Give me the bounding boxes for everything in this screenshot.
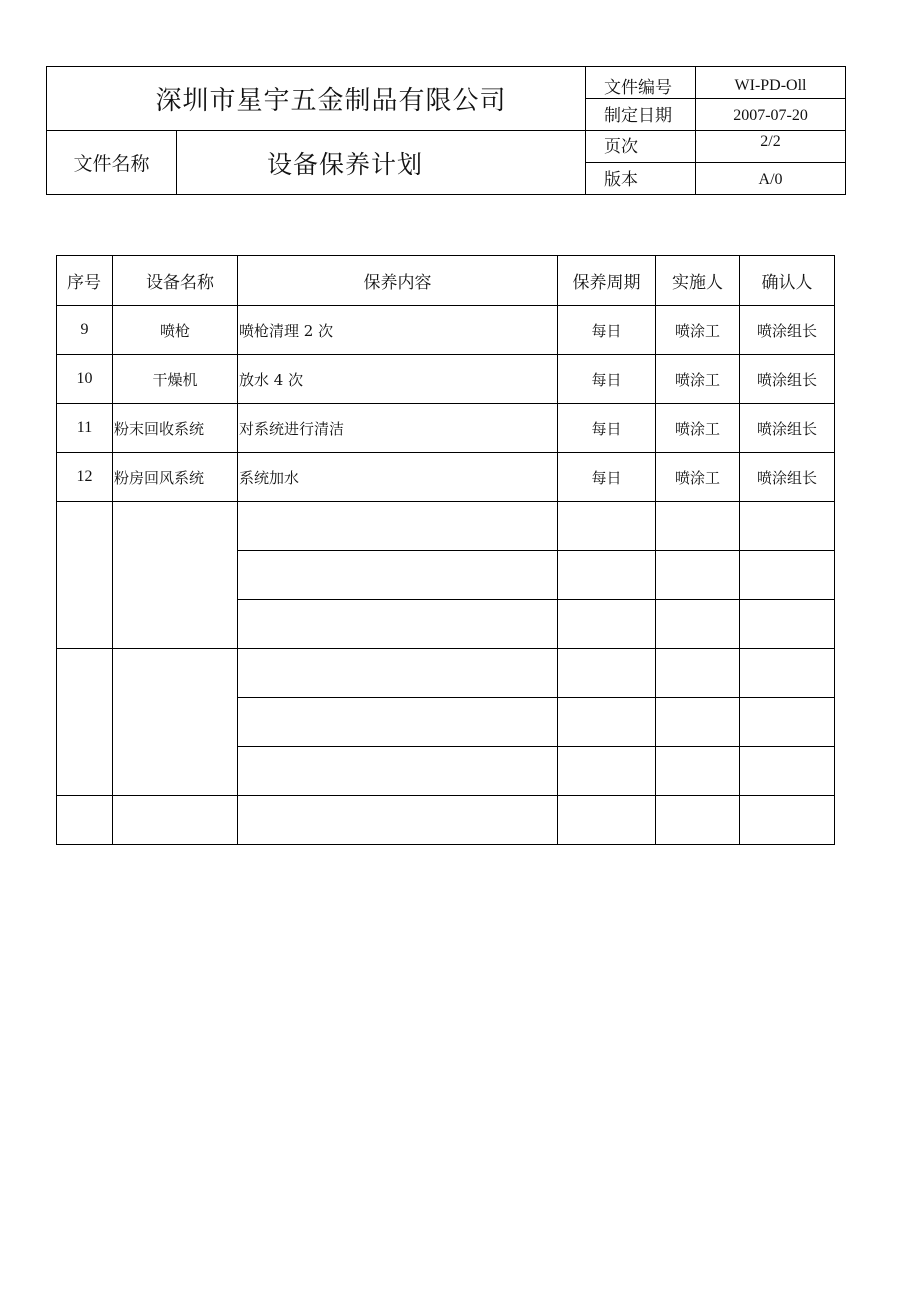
row-equipment: 粉末回收系统	[113, 404, 238, 453]
column-header-executor: 实施人	[656, 256, 740, 306]
table-row	[57, 355, 835, 404]
row-cycle: 每日	[558, 355, 656, 404]
table-row	[57, 404, 835, 453]
empty-confirmer-cell	[740, 747, 835, 796]
row-content: 喷枪清理 2 次	[238, 306, 558, 355]
row-content: 系统加水	[238, 453, 558, 502]
company-name: 深圳市星宇五金制品有限公司	[47, 67, 586, 131]
page-value: 2/2	[696, 131, 846, 163]
file-name-label: 文件名称	[47, 131, 177, 195]
empty-content-cell	[238, 796, 558, 845]
empty-cycle-cell	[558, 747, 656, 796]
empty-confirmer-cell	[740, 698, 835, 747]
row-equipment: 粉房回风系统	[113, 453, 238, 502]
empty-equipment-cell	[113, 796, 238, 845]
row-confirmer: 喷涂组长	[740, 404, 835, 453]
row-executor: 喷涂工	[656, 306, 740, 355]
table-row	[57, 453, 835, 502]
row-seq: 10	[57, 355, 113, 404]
row-cycle: 每日	[558, 306, 656, 355]
empty-executor-cell	[656, 747, 740, 796]
row-equipment: 干燥机	[113, 355, 238, 404]
column-header-confirmer: 确认人	[740, 256, 835, 306]
empty-executor-cell	[656, 796, 740, 845]
empty-row	[57, 649, 835, 698]
empty-seq-cell	[57, 796, 113, 845]
empty-confirmer-cell	[740, 600, 835, 649]
row-cycle: 每日	[558, 404, 656, 453]
empty-seq-cell	[57, 649, 113, 796]
empty-cycle-cell	[558, 502, 656, 551]
empty-executor-cell	[656, 600, 740, 649]
empty-content-cell	[238, 600, 558, 649]
empty-equipment-cell	[113, 649, 238, 796]
empty-cycle-cell	[558, 796, 656, 845]
version-value: A/0	[696, 163, 846, 195]
empty-cycle-cell	[558, 551, 656, 600]
empty-seq-cell	[57, 502, 113, 649]
column-header-content: 保养内容	[238, 256, 558, 306]
page-label: 页次	[586, 131, 696, 163]
empty-content-cell	[238, 649, 558, 698]
empty-cycle-cell	[558, 600, 656, 649]
document-title: 设备保养计划	[177, 131, 586, 195]
empty-executor-cell	[656, 698, 740, 747]
row-confirmer: 喷涂组长	[740, 306, 835, 355]
empty-content-cell	[238, 551, 558, 600]
file-number-value: WI-PD-Oll	[696, 67, 846, 99]
issue-date-label: 制定日期	[586, 99, 696, 131]
empty-equipment-cell	[113, 502, 238, 649]
version-label: 版本	[586, 163, 696, 195]
row-content: 对系统进行清洁	[238, 404, 558, 453]
empty-executor-cell	[656, 649, 740, 698]
row-confirmer: 喷涂组长	[740, 453, 835, 502]
row-executor: 喷涂工	[656, 404, 740, 453]
empty-cycle-cell	[558, 649, 656, 698]
table-row	[57, 306, 835, 355]
empty-cycle-cell	[558, 698, 656, 747]
empty-row	[57, 502, 835, 551]
row-confirmer: 喷涂组长	[740, 355, 835, 404]
row-seq: 11	[57, 404, 113, 453]
maintenance-plan-table	[56, 255, 835, 845]
empty-content-cell	[238, 747, 558, 796]
table-header-row	[57, 256, 835, 306]
row-cycle: 每日	[558, 453, 656, 502]
row-executor: 喷涂工	[656, 453, 740, 502]
empty-content-cell	[238, 502, 558, 551]
column-header-seq: 序号	[57, 256, 113, 306]
empty-content-cell	[238, 698, 558, 747]
empty-executor-cell	[656, 551, 740, 600]
column-header-cycle: 保养周期	[558, 256, 656, 306]
row-seq: 9	[57, 306, 113, 355]
issue-date-value: 2007-07-20	[696, 99, 846, 131]
empty-row	[57, 796, 835, 845]
row-executor: 喷涂工	[656, 355, 740, 404]
empty-confirmer-cell	[740, 796, 835, 845]
row-content: 放水 4 次	[238, 355, 558, 404]
empty-confirmer-cell	[740, 551, 835, 600]
empty-executor-cell	[656, 502, 740, 551]
file-number-label: 文件编号	[586, 67, 696, 99]
row-equipment: 喷枪	[113, 306, 238, 355]
column-header-equipment: 设备名称	[113, 256, 238, 306]
document-header	[46, 66, 846, 195]
row-seq: 12	[57, 453, 113, 502]
empty-confirmer-cell	[740, 649, 835, 698]
empty-confirmer-cell	[740, 502, 835, 551]
